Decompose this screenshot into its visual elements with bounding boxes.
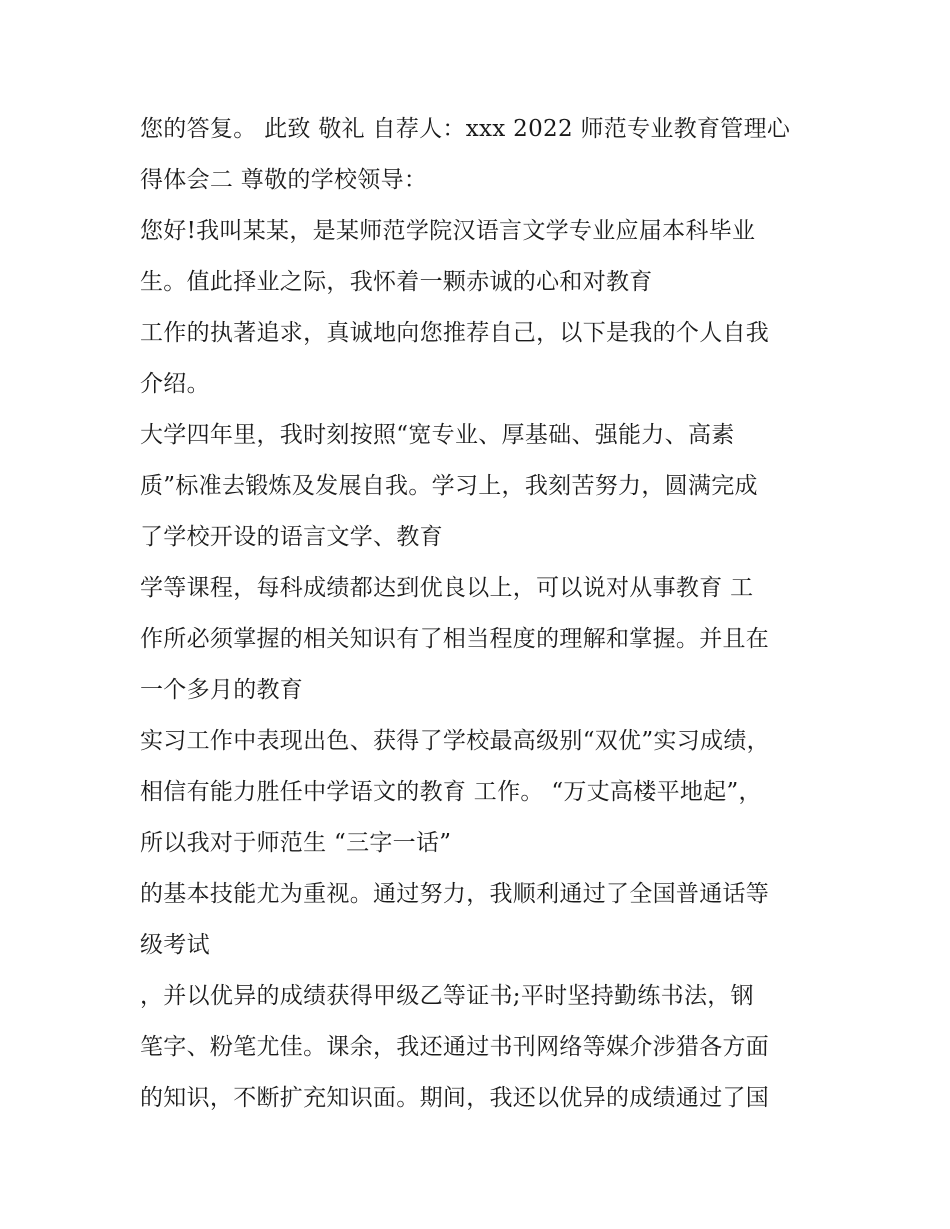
text-line-3: 您好!我叫某某，是某师范学院汉语言文学专业应届本科毕业	[140, 218, 756, 244]
text-line-6: 介绍。	[140, 371, 210, 397]
text-line-12: 一个多月的教育	[140, 677, 304, 703]
text-line-10: 学等课程，每科成绩都达到优良以上，可以说对从事教育 工	[140, 575, 754, 601]
text-line-8: 质”标准去锻炼及发展自我。学习上，我刻苦努力，圆满完成	[140, 473, 758, 499]
document-body	[140, 109, 830, 1129]
text-line-2: 得体会二 尊敬的学校领导：	[140, 167, 428, 193]
text-line-20: 的知识，不断扩充知识面。期间，我还以优异的成绩通过了国	[140, 1085, 770, 1111]
text-line-4: 生。值此择业之际，我怀着一颗赤诚的心和对教育	[140, 269, 653, 295]
text-line-19: 笔字、粉笔尤佳。课余，我还通过书刊网络等媒介涉猎各方面	[140, 1034, 770, 1060]
text-line-18: ，并以优异的成绩获得甲级乙等证书;平时坚持勤练书法，钢	[140, 983, 754, 1009]
text-line-7: 大学四年里，我时刻按照“宽专业、厚基础、强能力、高素	[140, 422, 735, 448]
text-line-9: 了学校开设的语言文学、教育	[140, 524, 443, 550]
text-line-17: 级考试	[140, 932, 210, 958]
text-line-15: 所以我对于师范生 “三字一话”	[140, 830, 452, 856]
text-line-16: 的基本技能尤为重视。通过努力，我顺利通过了全国普通话等	[140, 881, 770, 907]
text-line-14: 相信有能力胜任中学语文的教育 工作。 “万丈高楼平地起”，	[140, 779, 762, 805]
text-line-5: 工作的执著追求，真诚地向您推荐自己，以下是我的个人自我	[140, 320, 770, 346]
text-line-13: 实习工作中表现出色、获得了学校最高级别“双优”实习成绩，	[140, 728, 770, 754]
text-line-1: 您的答复。 此致 敬礼 自荐人：xxx 2022 师范专业教育管理心	[140, 116, 791, 142]
text-line-11: 作所必须掌握的相关知识有了相当程度的理解和掌握。并且在	[140, 626, 770, 652]
